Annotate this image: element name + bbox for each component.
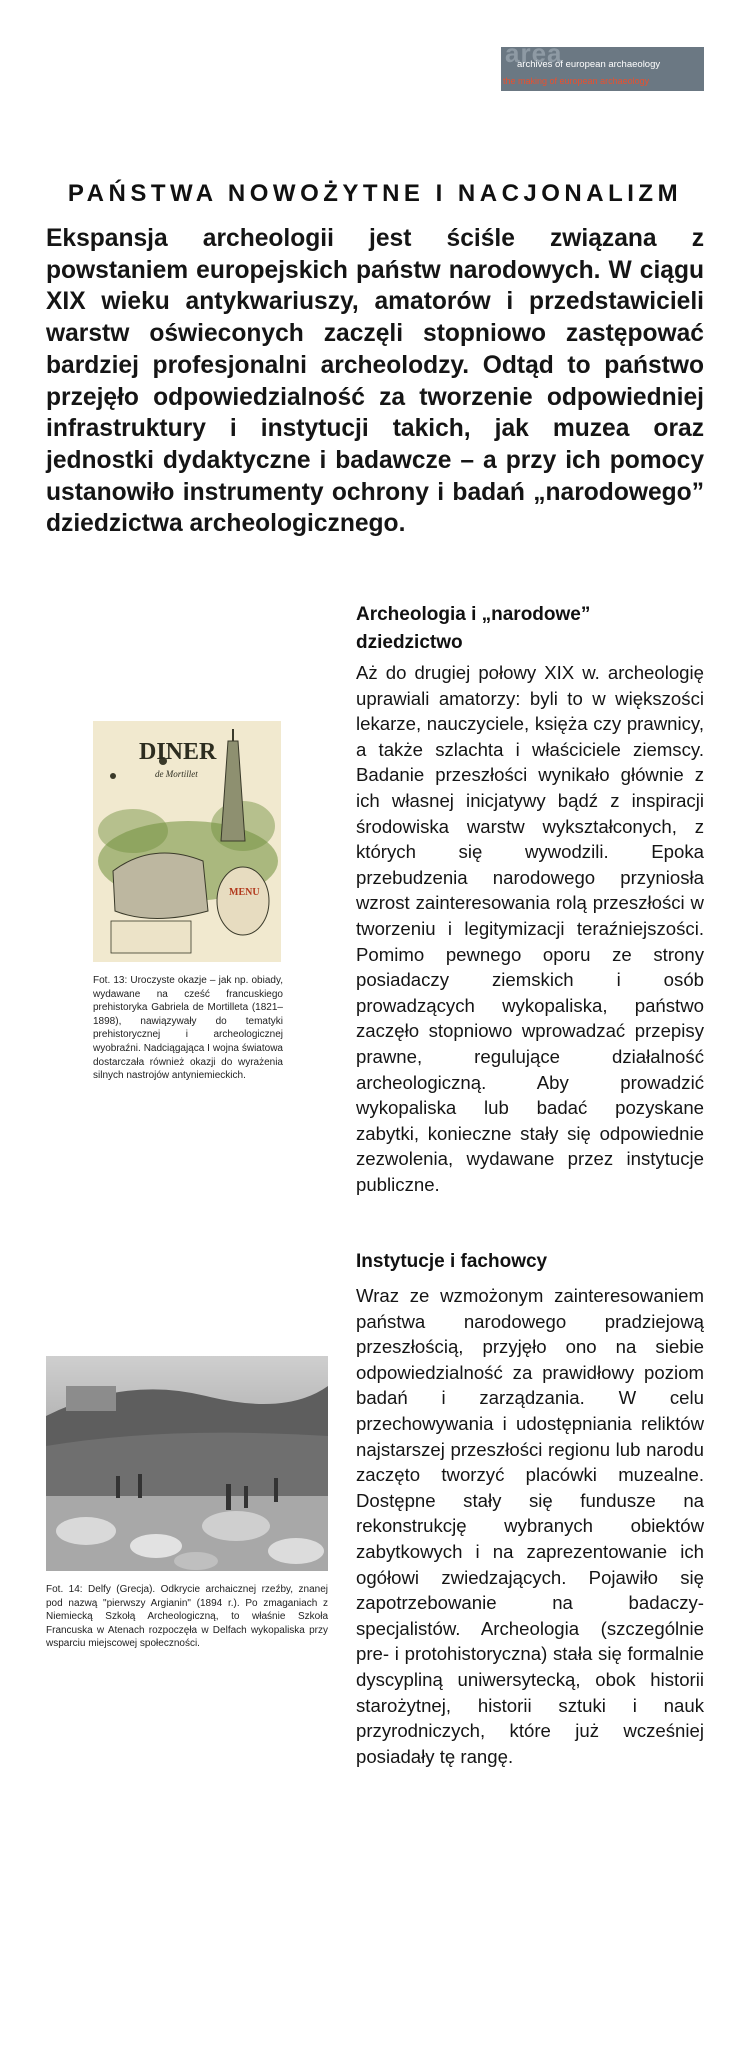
section-heading-institutions: Instytucje i fachowcy <box>356 1251 548 1272</box>
excavation-photo <box>46 1356 328 1571</box>
figure-caption-14: Fot. 14: Delfy (Grecja). Odkrycie archaicznej rzeźby, znanej pod nazwą "pierwszy Argianin" (1894 r.). Po zmaganiach z Niemiecką Szkołą Archeologiczną, to właśnie Szkoła Francuska w Atenach rozpoczęła w Delfach wykopaliska przy wsparciu miejscowej społeczności. <box>46 1584 328 1650</box>
menu-subtitle: de Mortillet <box>155 769 198 779</box>
section-heading-heritage: Archeologia i „narodowe” dziedzictwo <box>356 604 591 653</box>
lead-paragraph: Ekspansja archeologii jest ściśle związana z powstaniem europejskich państw narodowych. W ciągu XIX wieku antykwariuszy, amatorów i przedstawicieli warstw oświeconych zaczęli stopniowo zastępować bardziej profesjonalni archeolodzy. Odtąd to państwo przejęło odpowiedzialność za tworzenie odpowiedniej infrastruktury i instytucji takich, jak muzea oraz jednostki dydaktyczne i badawcze – a przy ich pomocy ustanowiło instrumenty ochrony i badań „narodowego” dziedzictwa archeologicznego. <box>46 225 704 538</box>
menu-illustration <box>93 721 281 962</box>
logo-tagline: the making of european archaeology <box>503 76 650 86</box>
section-text-heritage: Aż do drugiej połowy XIX w. archeologię uprawiali amatorzy: byli to w większości lekarze, nauczyciele, księża czy prawnicy, a także szlachta i właściciele ziemscy. Badanie przeszłości wynikało głównie z ich własnej inicjatywy bądź z inspiracji środowiska warstw wykształconych, z których się wywodzili. Epoka przebudzenia narodowego przyniosła wzrost zainteresowania rolą przeszłości w tworzeniu i legitymizacji teraźniejszości. Pomimo pewnego oporu ze strony posiadaczy ziemskich i osób prowadzących wykopaliska, państwo zaczęło stopniowo wprowadzać przepisy prawne, regulujące działalność archeologiczną. Aby prowadzić wykopaliska lub badać pozyskane zabytki, konieczne stały się odpowiednie zezwolenia, wydawane przez instytucje publiczne. <box>356 662 704 1195</box>
section-text-institutions: Wraz ze wzmożonym zainteresowaniem państwa narodowego pradziejową przeszłością, przyjęło ono na siebie odpowiedzialność za prawidłowy poziom badań i zarządzania. W celu przechowywania i udostępniania reliktów najstarszej przeszłości regionu lub narodu zaczęto tworzyć placówki muzealne. Dostępne stały się fundusze na rekonstrukcję wybranych obiektów zabytkowych i na zaprezentowanie ich ogółowi zwiedzających. Pojawiło się zapotrzebowanie na badaczy-specjalistów. Archeologia (szczególnie pre- i protohistoryczna) stała się formalnie dyscypliną uniwersytecką, obok historii starożytnej, historii sztuki i nauk przyrodniczych, które już wcześniej posiadały tę rangę. <box>356 1285 704 1767</box>
logo-subtitle: archives of european archaeology <box>517 59 661 70</box>
figure-caption-13: Fot. 13: Uroczyste okazje – jak np. obiady, wydawane na cześć francuskiego prehistoryka Gabriela de Mortilleta (1821–1898), nawiązywały do tematyki prehistorycznej i archeologicznej wyobraźni. Nadciągająca I wojna światowa dostarczała również okazji do wyrażenia silnych nastrojów antyniemieckich. <box>93 975 283 1082</box>
logo-word: area <box>505 47 563 68</box>
excavation-photo-icon <box>46 1356 328 1571</box>
menu-title: DINER <box>139 739 217 765</box>
page-title: PAŃSTWA NOWOŻYTNE I NACJONALIZM <box>67 180 683 207</box>
menu-word: MENU <box>229 887 260 898</box>
area-logo <box>501 47 704 91</box>
